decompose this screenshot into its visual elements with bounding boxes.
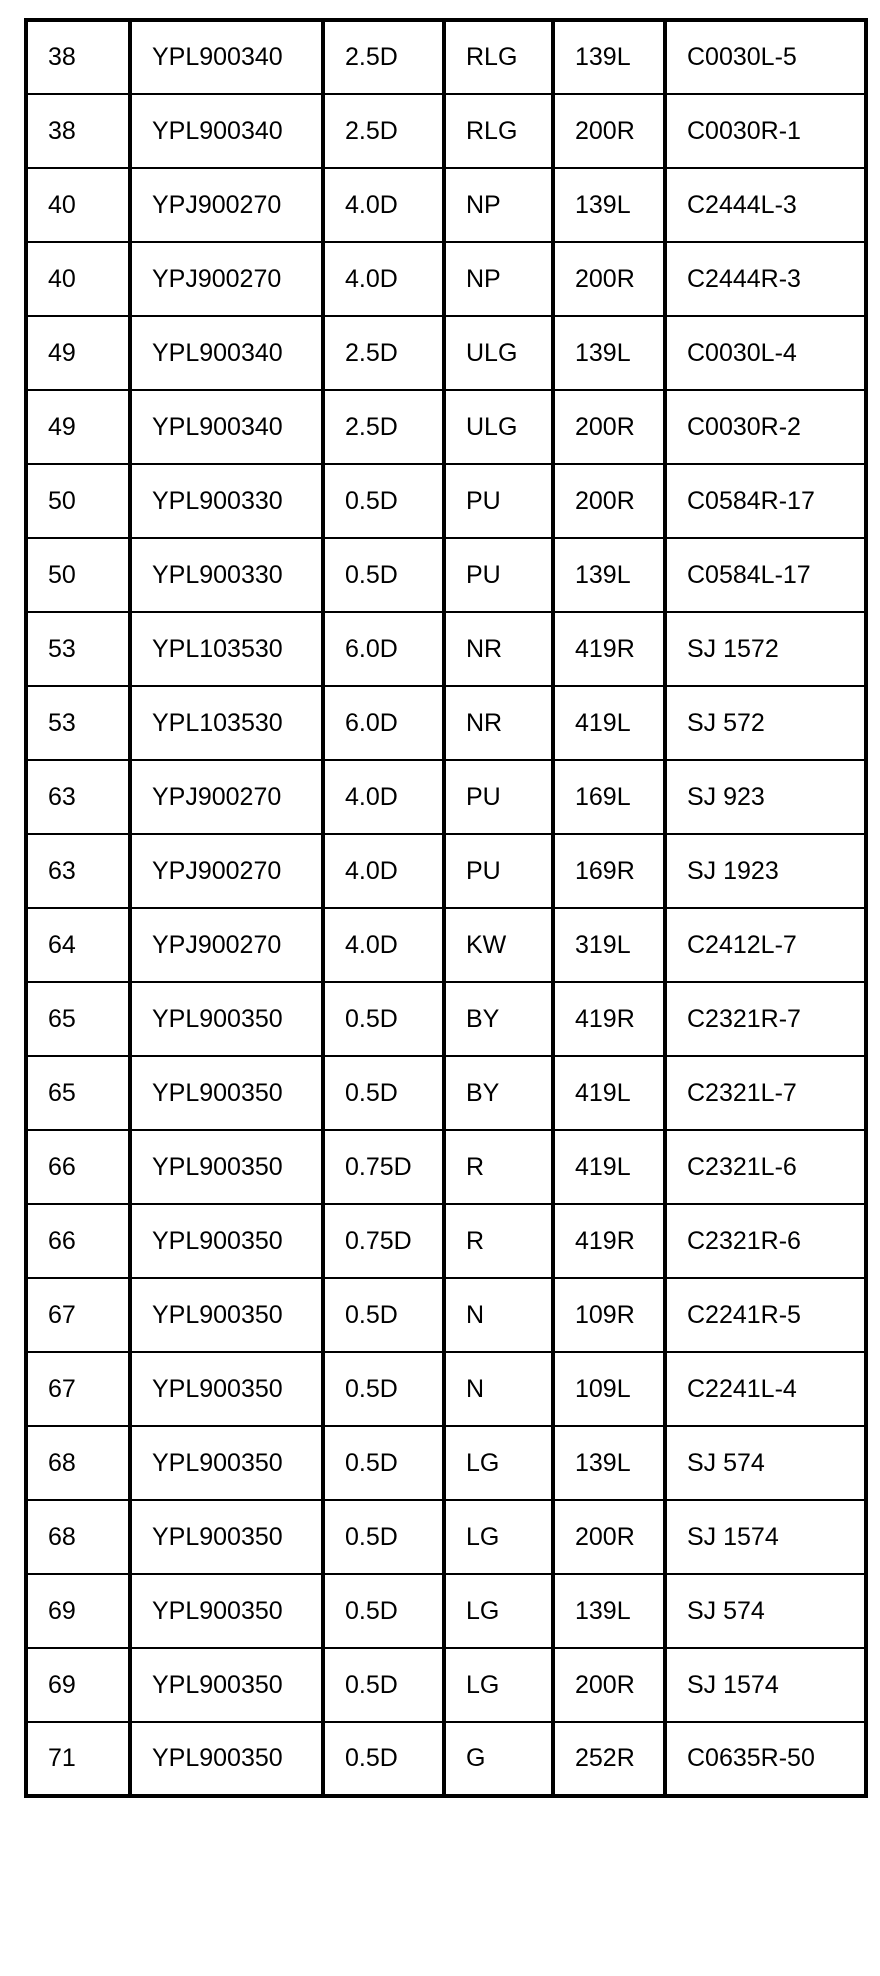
table-cell-col-part-code: YPL900350 bbox=[130, 1722, 323, 1796]
table-cell-col-position: 139L bbox=[553, 316, 665, 390]
table-cell-col-part-code: YPL900340 bbox=[130, 94, 323, 168]
table-cell-col-diopter: 0.5D bbox=[323, 1648, 444, 1722]
table-cell-col-part-code: YPL900350 bbox=[130, 1426, 323, 1500]
table-row bbox=[26, 538, 866, 612]
table-row bbox=[26, 464, 866, 538]
table-body bbox=[26, 20, 866, 1796]
table-cell-col-part-code: YPJ900270 bbox=[130, 168, 323, 242]
table-cell-col-reference: SJ 572 bbox=[665, 686, 866, 760]
table-cell-col-position: 200R bbox=[553, 94, 665, 168]
table-cell-col-reference: C2241L-4 bbox=[665, 1352, 866, 1426]
table-cell-col-part-code: YPL900340 bbox=[130, 390, 323, 464]
table-row bbox=[26, 760, 866, 834]
table-cell-col-part-code: YPL103530 bbox=[130, 612, 323, 686]
table-row bbox=[26, 1722, 866, 1796]
table-cell-col-part-code: YPJ900270 bbox=[130, 242, 323, 316]
table-cell-col-part-code: YPL900350 bbox=[130, 1278, 323, 1352]
table-cell-col-reference: C2321R-7 bbox=[665, 982, 866, 1056]
table-cell-col-diopter: 0.5D bbox=[323, 1500, 444, 1574]
table-cell-col-position: 419L bbox=[553, 686, 665, 760]
table-cell-col-number: 40 bbox=[26, 242, 130, 316]
table-cell-col-color: RLG bbox=[444, 20, 553, 94]
table-row bbox=[26, 612, 866, 686]
table-cell-col-part-code: YPJ900270 bbox=[130, 760, 323, 834]
table-cell-col-color: BY bbox=[444, 982, 553, 1056]
table-cell-col-position: 139L bbox=[553, 168, 665, 242]
table-cell-col-position: 200R bbox=[553, 242, 665, 316]
table-cell-col-color: NR bbox=[444, 612, 553, 686]
table-cell-col-part-code: YPL900350 bbox=[130, 1130, 323, 1204]
table-cell-col-diopter: 4.0D bbox=[323, 834, 444, 908]
table-row bbox=[26, 686, 866, 760]
table-cell-col-number: 49 bbox=[26, 316, 130, 390]
table-cell-col-number: 67 bbox=[26, 1352, 130, 1426]
table-cell-col-number: 63 bbox=[26, 834, 130, 908]
table-cell-col-reference: C2412L-7 bbox=[665, 908, 866, 982]
table-cell-col-position: 169L bbox=[553, 760, 665, 834]
table-row bbox=[26, 1204, 866, 1278]
table-cell-col-part-code: YPJ900270 bbox=[130, 908, 323, 982]
table-cell-col-color: NP bbox=[444, 242, 553, 316]
table-cell-col-diopter: 0.75D bbox=[323, 1130, 444, 1204]
table-cell-col-diopter: 0.5D bbox=[323, 538, 444, 612]
table-cell-col-color: PU bbox=[444, 760, 553, 834]
table-cell-col-color: KW bbox=[444, 908, 553, 982]
table-cell-col-diopter: 0.5D bbox=[323, 1722, 444, 1796]
table-cell-col-reference: C0030L-5 bbox=[665, 20, 866, 94]
table-row bbox=[26, 1574, 866, 1648]
table-cell-col-reference: SJ 574 bbox=[665, 1574, 866, 1648]
table-cell-col-reference: C2321L-6 bbox=[665, 1130, 866, 1204]
table-cell-col-part-code: YPL900350 bbox=[130, 1056, 323, 1130]
table-cell-col-reference: SJ 1923 bbox=[665, 834, 866, 908]
table-cell-col-reference: C0584R-17 bbox=[665, 464, 866, 538]
table-cell-col-position: 419L bbox=[553, 1056, 665, 1130]
table-cell-col-number: 53 bbox=[26, 612, 130, 686]
table-cell-col-reference: C2444L-3 bbox=[665, 168, 866, 242]
table-cell-col-part-code: YPL103530 bbox=[130, 686, 323, 760]
table-cell-col-number: 50 bbox=[26, 538, 130, 612]
table-cell-col-diopter: 4.0D bbox=[323, 760, 444, 834]
table-row bbox=[26, 1426, 866, 1500]
table-cell-col-diopter: 0.5D bbox=[323, 464, 444, 538]
table-row bbox=[26, 1500, 866, 1574]
table-cell-col-position: 419R bbox=[553, 1204, 665, 1278]
table-cell-col-reference: C2321R-6 bbox=[665, 1204, 866, 1278]
table-cell-col-number: 49 bbox=[26, 390, 130, 464]
table-cell-col-position: 169R bbox=[553, 834, 665, 908]
table-cell-col-reference: SJ 1572 bbox=[665, 612, 866, 686]
table-cell-col-part-code: YPL900350 bbox=[130, 1574, 323, 1648]
table-cell-col-number: 63 bbox=[26, 760, 130, 834]
table-cell-col-part-code: YPL900350 bbox=[130, 982, 323, 1056]
table-cell-col-diopter: 0.5D bbox=[323, 1278, 444, 1352]
table-cell-col-diopter: 2.5D bbox=[323, 20, 444, 94]
table-row bbox=[26, 242, 866, 316]
table-cell-col-diopter: 0.75D bbox=[323, 1204, 444, 1278]
table-row bbox=[26, 1352, 866, 1426]
table-cell-col-number: 69 bbox=[26, 1648, 130, 1722]
table-cell-col-position: 252R bbox=[553, 1722, 665, 1796]
table-cell-col-part-code: YPJ900270 bbox=[130, 834, 323, 908]
table-cell-col-diopter: 2.5D bbox=[323, 390, 444, 464]
table-cell-col-position: 419R bbox=[553, 612, 665, 686]
table-cell-col-color: LG bbox=[444, 1426, 553, 1500]
table-cell-col-color: N bbox=[444, 1352, 553, 1426]
table-cell-col-number: 64 bbox=[26, 908, 130, 982]
table-cell-col-number: 69 bbox=[26, 1574, 130, 1648]
table-cell-col-diopter: 6.0D bbox=[323, 686, 444, 760]
table-cell-col-part-code: YPL900350 bbox=[130, 1500, 323, 1574]
table-cell-col-position: 109L bbox=[553, 1352, 665, 1426]
table-cell-col-color: PU bbox=[444, 538, 553, 612]
table-cell-col-color: ULG bbox=[444, 316, 553, 390]
table-cell-col-color: LG bbox=[444, 1648, 553, 1722]
table-cell-col-color: BY bbox=[444, 1056, 553, 1130]
table-cell-col-color: ULG bbox=[444, 390, 553, 464]
table-cell-col-reference: C0030L-4 bbox=[665, 316, 866, 390]
table-cell-col-number: 66 bbox=[26, 1204, 130, 1278]
table-row bbox=[26, 1130, 866, 1204]
table-cell-col-reference: C0030R-2 bbox=[665, 390, 866, 464]
table-cell-col-number: 67 bbox=[26, 1278, 130, 1352]
table-cell-col-reference: SJ 574 bbox=[665, 1426, 866, 1500]
table-cell-col-color: LG bbox=[444, 1500, 553, 1574]
table-cell-col-position: 419R bbox=[553, 982, 665, 1056]
table-cell-col-color: PU bbox=[444, 834, 553, 908]
table-cell-col-position: 419L bbox=[553, 1130, 665, 1204]
table-cell-col-diopter: 6.0D bbox=[323, 612, 444, 686]
table-cell-col-diopter: 0.5D bbox=[323, 1426, 444, 1500]
table-cell-col-number: 66 bbox=[26, 1130, 130, 1204]
table-cell-col-part-code: YPL900350 bbox=[130, 1352, 323, 1426]
table-cell-col-color: LG bbox=[444, 1574, 553, 1648]
table-cell-col-color: RLG bbox=[444, 94, 553, 168]
table-cell-col-number: 71 bbox=[26, 1722, 130, 1796]
table-cell-col-number: 68 bbox=[26, 1426, 130, 1500]
table-cell-col-position: 200R bbox=[553, 390, 665, 464]
table-cell-col-color: NR bbox=[444, 686, 553, 760]
table-cell-col-number: 53 bbox=[26, 686, 130, 760]
table-cell-col-reference: C0584L-17 bbox=[665, 538, 866, 612]
table-cell-col-part-code: YPL900330 bbox=[130, 464, 323, 538]
table-cell-col-part-code: YPL900340 bbox=[130, 20, 323, 94]
table-cell-col-reference: SJ 1574 bbox=[665, 1500, 866, 1574]
table-cell-col-reference: C2241R-5 bbox=[665, 1278, 866, 1352]
table-row bbox=[26, 834, 866, 908]
table-cell-col-reference: SJ 923 bbox=[665, 760, 866, 834]
table-cell-col-number: 65 bbox=[26, 1056, 130, 1130]
table-cell-col-diopter: 0.5D bbox=[323, 1574, 444, 1648]
table-cell-col-position: 200R bbox=[553, 1648, 665, 1722]
table-cell-col-part-code: YPL900330 bbox=[130, 538, 323, 612]
table-cell-col-position: 109R bbox=[553, 1278, 665, 1352]
table-row bbox=[26, 390, 866, 464]
table-cell-col-reference: C0635R-50 bbox=[665, 1722, 866, 1796]
table-cell-col-position: 200R bbox=[553, 1500, 665, 1574]
table-row bbox=[26, 1278, 866, 1352]
table-cell-col-reference: C2444R-3 bbox=[665, 242, 866, 316]
table-row bbox=[26, 982, 866, 1056]
table-row bbox=[26, 1056, 866, 1130]
table-cell-col-number: 68 bbox=[26, 1500, 130, 1574]
table-cell-col-diopter: 2.5D bbox=[323, 94, 444, 168]
table-cell-col-number: 50 bbox=[26, 464, 130, 538]
table-cell-col-position: 319L bbox=[553, 908, 665, 982]
table-cell-col-color: R bbox=[444, 1204, 553, 1278]
table-row bbox=[26, 20, 866, 94]
data-table bbox=[24, 18, 868, 1798]
table-cell-col-number: 38 bbox=[26, 94, 130, 168]
table-cell-col-diopter: 4.0D bbox=[323, 242, 444, 316]
table-cell-col-diopter: 4.0D bbox=[323, 168, 444, 242]
table-cell-col-diopter: 0.5D bbox=[323, 1056, 444, 1130]
table-cell-col-position: 139L bbox=[553, 538, 665, 612]
table-cell-col-part-code: YPL900340 bbox=[130, 316, 323, 390]
table-row bbox=[26, 168, 866, 242]
table-cell-col-color: NP bbox=[444, 168, 553, 242]
table-cell-col-part-code: YPL900350 bbox=[130, 1648, 323, 1722]
table-cell-col-diopter: 0.5D bbox=[323, 1352, 444, 1426]
table-cell-col-number: 65 bbox=[26, 982, 130, 1056]
table-cell-col-number: 40 bbox=[26, 168, 130, 242]
table-row bbox=[26, 908, 866, 982]
table-cell-col-reference: C2321L-7 bbox=[665, 1056, 866, 1130]
table-cell-col-number: 38 bbox=[26, 20, 130, 94]
table-cell-col-color: N bbox=[444, 1278, 553, 1352]
table-cell-col-reference: C0030R-1 bbox=[665, 94, 866, 168]
table-cell-col-position: 139L bbox=[553, 1574, 665, 1648]
table-cell-col-position: 139L bbox=[553, 20, 665, 94]
table-cell-col-color: PU bbox=[444, 464, 553, 538]
table-row bbox=[26, 316, 866, 390]
table-cell-col-position: 200R bbox=[553, 464, 665, 538]
table-cell-col-diopter: 2.5D bbox=[323, 316, 444, 390]
table-cell-col-part-code: YPL900350 bbox=[130, 1204, 323, 1278]
table-cell-col-reference: SJ 1574 bbox=[665, 1648, 866, 1722]
table-cell-col-diopter: 4.0D bbox=[323, 908, 444, 982]
table-row bbox=[26, 94, 866, 168]
table-cell-col-color: G bbox=[444, 1722, 553, 1796]
table-cell-col-color: R bbox=[444, 1130, 553, 1204]
table-row bbox=[26, 1648, 866, 1722]
table-cell-col-diopter: 0.5D bbox=[323, 982, 444, 1056]
table-cell-col-position: 139L bbox=[553, 1426, 665, 1500]
